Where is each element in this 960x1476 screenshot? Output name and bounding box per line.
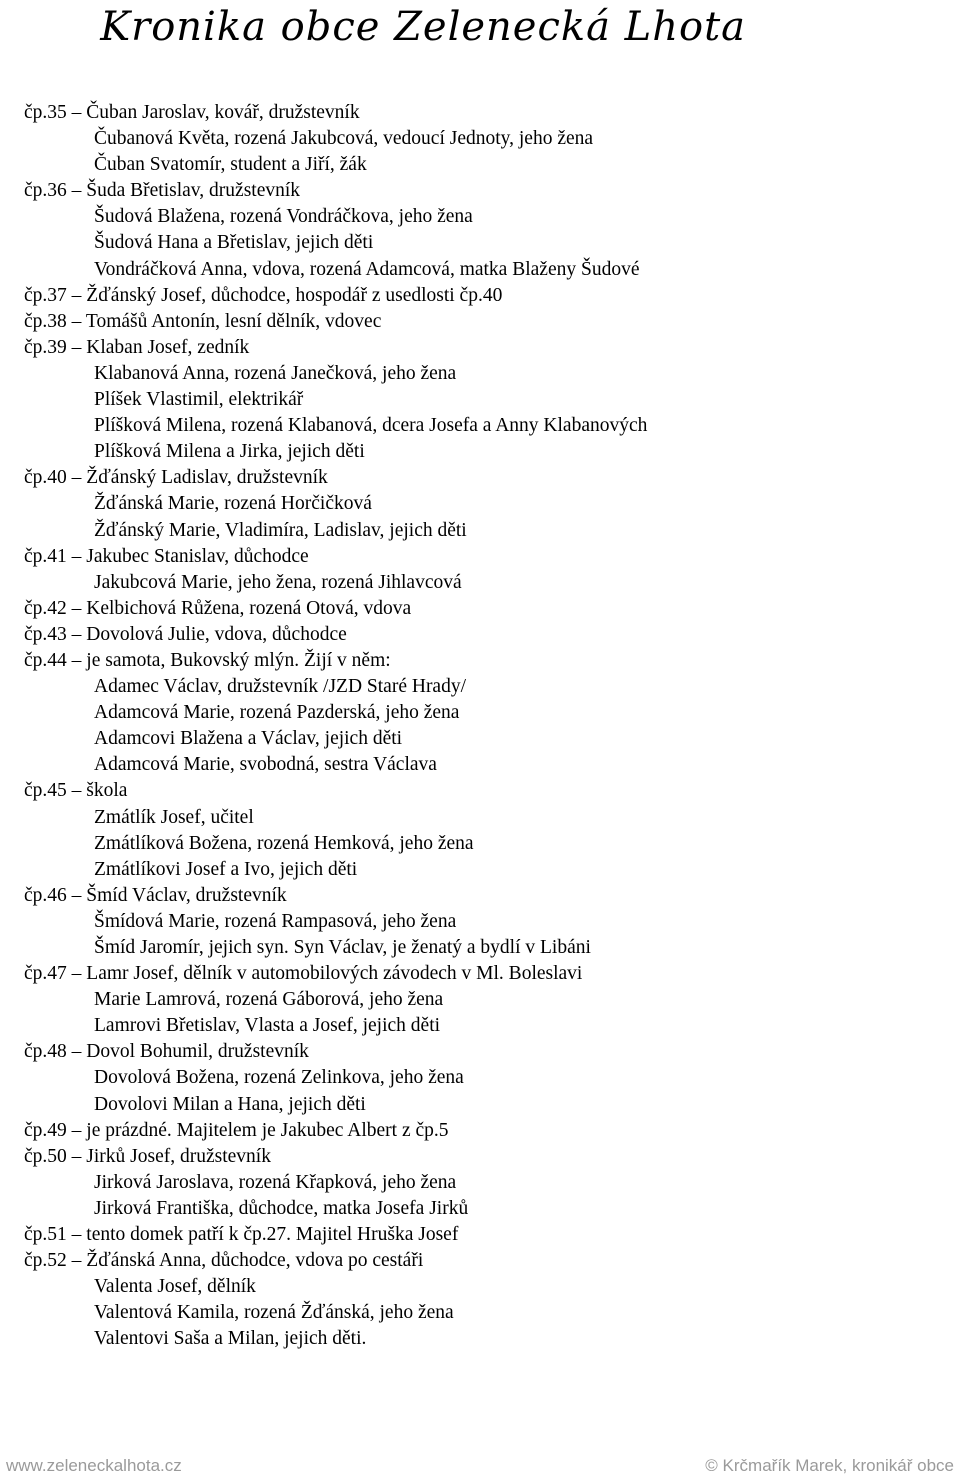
house-entry-line: čp.48 – Dovol Bohumil, družstevník <box>24 1041 309 1063</box>
entry-detail-line: Jirková Jaroslava, rozená Křapková, jeho žena <box>94 1171 457 1193</box>
entry-detail-line: Jirková Františka, důchodce, matka Josefa Jirků <box>94 1197 469 1219</box>
house-entry-line: čp.39 – Klaban Josef, zedník <box>24 336 250 358</box>
entry-detail-line: Plíšková Milena, rozená Klabanová, dcera Josefa a Anny Klabanových <box>94 415 648 437</box>
entry-detail-line: Žďánská Marie, rozená Horčičková <box>94 493 372 515</box>
entry-detail-line: Šudová Hana a Břetislav, jejich děti <box>94 232 374 254</box>
entry-detail-line: Čuban Svatomír, student a Jiří, žák <box>94 154 367 176</box>
entry-detail-line: Zmátlíkovi Josef a Ivo, jejich děti <box>94 858 358 880</box>
entry-detail-line: Čubanová Květa, rozená Jakubcová, vedoucí Jednoty, jeho žena <box>94 128 594 150</box>
house-entry-line: čp.50 – Jirků Josef, družstevník <box>24 1145 271 1167</box>
entry-detail-line: Adamec Václav, družstevník /JZD Staré Hrady/ <box>94 676 467 698</box>
footer-copyright: © Krčmařík Marek, kronikář obce <box>705 1456 954 1475</box>
entry-detail-line: Adamcová Marie, svobodná, sestra Václava <box>94 754 437 776</box>
entry-detail-line: Šmíd Jaromír, jejich syn. Syn Václav, je ženatý a bydlí v Libáni <box>94 937 591 958</box>
entry-detail-line: Vondráčková Anna, vdova, rozená Adamcová, matka Blaženy Šudové <box>94 258 640 280</box>
house-entry-line: čp.36 – Šuda Břetislav, družstevník <box>24 180 301 202</box>
entry-detail-line: Plíšková Milena a Jirka, jejich děti <box>94 441 365 463</box>
document-body <box>24 100 944 1353</box>
house-entry-line: čp.35 – Čuban Jaroslav, kovář, družstevník <box>24 102 360 123</box>
house-entry-line: čp.43 – Dovolová Julie, vdova, důchodce <box>24 623 347 645</box>
house-entry-line: čp.37 – Žďánský Josef, důchodce, hospodář z usedlosti čp.40 <box>24 284 503 306</box>
entry-detail-line: Valentovi Saša a Milan, jejich děti. <box>94 1328 367 1350</box>
entry-detail-line: Dovolová Božena, rozená Zelinkova, jeho žena <box>94 1067 464 1089</box>
entry-detail-line: Adamcová Marie, rozená Pazderská, jeho žena <box>94 702 460 724</box>
house-entry-line: čp.51 – tento domek patří k čp.27. Majitel Hruška Josef <box>24 1224 459 1246</box>
entry-detail-line: Valentová Kamila, rozená Žďánská, jeho žena <box>94 1302 454 1324</box>
house-entry-line: čp.42 – Kelbichová Růžena, rozená Otová, vdova <box>24 597 412 619</box>
entry-detail-line: Šudová Blažena, rozená Vondráčkova, jeho žena <box>94 206 473 228</box>
entry-detail-line: Zmátlík Josef, učitel <box>94 806 254 828</box>
house-entry-line: čp.49 – je prázdné. Majitelem je Jakubec Albert z čp.5 <box>24 1119 449 1141</box>
entry-detail-line: Plíšek Vlastimil, elektrikář <box>94 389 304 411</box>
house-entry-line: čp.45 – škola <box>24 780 128 802</box>
entry-detail-line: Žďánský Marie, Vladimíra, Ladislav, jejich děti <box>94 519 467 541</box>
entry-detail-line: Šmídová Marie, rozená Rampasová, jeho žena <box>94 910 457 932</box>
house-entry-line: čp.46 – Šmíd Václav, družstevník <box>24 884 287 906</box>
entry-detail-line: Lamrovi Břetislav, Vlasta a Josef, jejich děti <box>94 1015 441 1037</box>
entry-detail-line: Jakubcová Marie, jeho žena, rozená Jihlavcová <box>94 571 462 593</box>
entry-detail-line: Valenta Josef, dělník <box>94 1276 256 1298</box>
house-entry-line: čp.44 – je samota, Bukovský mlýn. Žijí v něm: <box>24 649 391 671</box>
house-entry-line: čp.41 – Jakubec Stanislav, důchodce <box>24 545 309 567</box>
house-entry-line: čp.47 – Lamr Josef, dělník v automobilových závodech v Ml. Boleslavi <box>24 963 583 985</box>
entry-detail-line: Marie Lamrová, rozená Gáborová, jeho žena <box>94 989 444 1011</box>
page-title: Kronika obce Zelenecká Lhota <box>100 4 746 50</box>
house-entry-line: čp.52 – Žďánská Anna, důchodce, vdova po cestáři <box>24 1250 424 1272</box>
house-entry-line: čp.38 – Tomášů Antonín, lesní dělník, vdovec <box>24 310 382 332</box>
footer-website[interactable]: www.zeleneckalhota.cz <box>6 1456 182 1475</box>
entry-detail-line: Zmátlíková Božena, rozená Hemková, jeho žena <box>94 832 474 854</box>
house-entry-line: čp.40 – Žďánský Ladislav, družstevník <box>24 467 328 489</box>
entry-detail-line: Adamcovi Blažena a Václav, jejich děti <box>94 728 403 750</box>
entry-detail-line: Klabanová Anna, rozená Janečková, jeho žena <box>94 362 457 384</box>
footer <box>0 1450 960 1476</box>
entry-detail-line: Dovolovi Milan a Hana, jejich děti <box>94 1093 366 1115</box>
